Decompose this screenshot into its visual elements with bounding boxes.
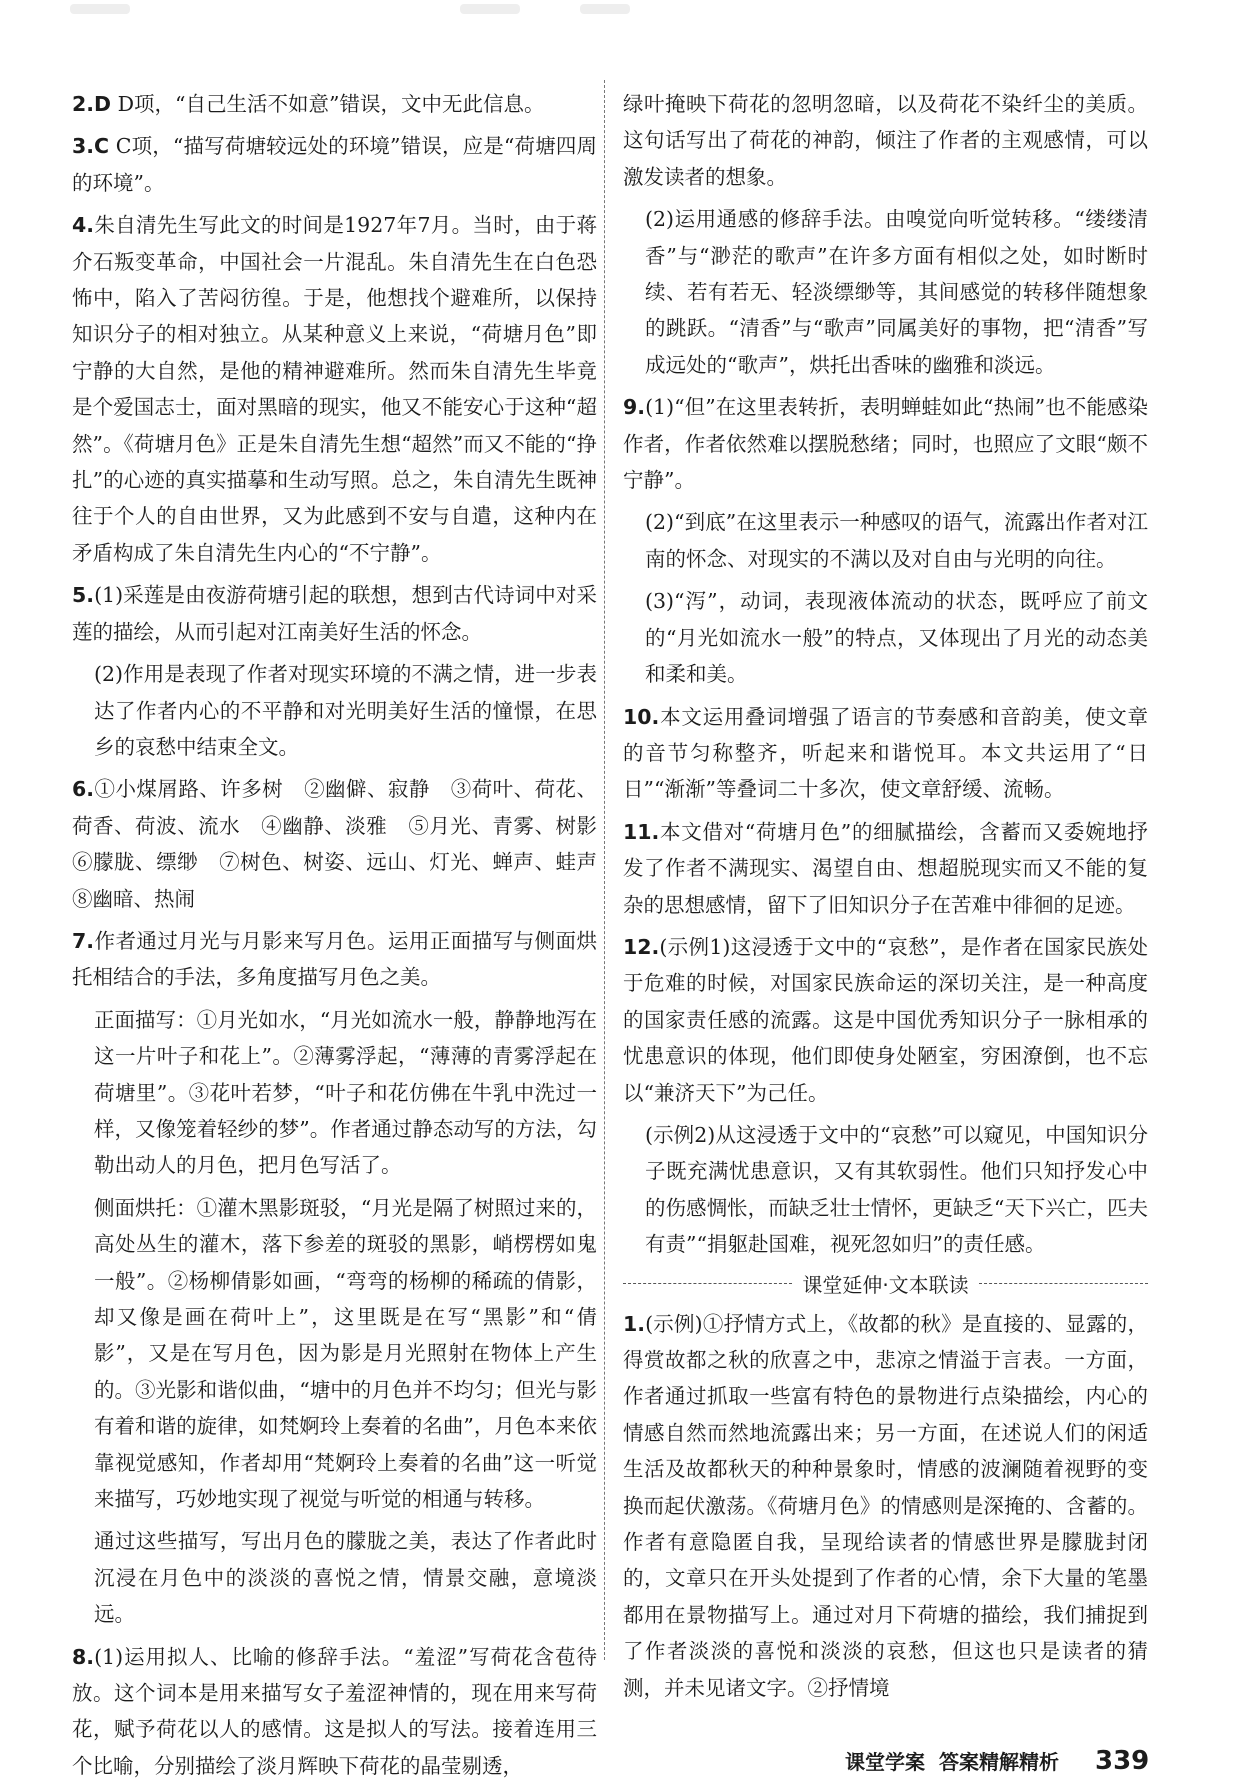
left-column bbox=[72, 86, 618, 1790]
right-column bbox=[623, 86, 1148, 1712]
answer-8-part-2: (2)运用通感的修辞手法。由嗅觉向听觉转移。“缕缕清香”与“渺茫的歌声”在许多方面有相似之处，如时断时续、若有若无、轻淡缥缈等，其间感觉的转移伴随想象的跳跃。“清香”与“歌声”同属美好的事物，把“清香”写成远处的“歌声”，烘托出香味的幽雅和淡远。 bbox=[645, 207, 1148, 377]
answer-6: 6.①小煤屑路、许多树 ②幽僻、寂静 ③荷叶、荷花、荷香、荷波、流水 ④幽静、淡雅 ⑤月光、青雾、树影 ⑥朦胧、缥缈 ⑦树色、树姿、远山、灯光、蝉声、蛙声 ⑧幽暗、热闹 bbox=[72, 777, 618, 911]
answer-12-example-2: (示例2)从这浸透于文中的“哀愁”可以窥见，中国知识分子既充满忧患意识，又有其软弱性。他们只知抒发心中的伤感惆怅，而缺乏壮士情怀，更缺乏“天下兴亡，匹夫有责”“捐躯赴国难，视死忽如归”的责任感。 bbox=[645, 1122, 1148, 1257]
extension-answer-1: 1.(示例)①抒情方式上，《故都的秋》是直接的、显露的，得赏故都之秋的欣喜之中，悲凉之情溢于言表。一方面，作者通过抓取一些富有特色的景物进行点染描绘，内心的情感自然而然地流露出来；另一方面，在述说人们的闲适生活及故都秋天的种种景象时，情感的波澜随着视野的变换而起伏激荡。《荷塘月色》的情感则是深掩的、含蓄的。作者有意隐匿自我，呈现给读者的情感世界是朦胧封闭的，文章只在开头处提到了作者的心情，余下大量的笔墨都用在景物描写上。通过对月下荷塘的描绘，我们捕捉到了作者淡淡的喜悦和淡淡的哀愁，但这也只是读者的猜测，并未见诸文字。②抒情境 bbox=[623, 1311, 1148, 1700]
section-rule-left bbox=[623, 1283, 792, 1284]
answer-9-part-3: (3)“泻”，动词，表现液体流动的状态，既呼应了前文的“月光如流水一般”的特点，又体现出了月光的动态美和柔和美。 bbox=[645, 589, 1148, 687]
answer-10: 10.本文运用叠词增强了语言的节奏感和音韵美，使文章的音节匀称整齐，听起来和谐悦耳。本文共运用了“日日”“渐渐”等叠词二十多次，使文章舒缓、流畅。 bbox=[623, 704, 1148, 802]
answer-11: 11.本文借对“荷塘月色”的细腻描绘，含蓄而又委婉地抒发了作者不满现实、渴望自由、想超脱现实而又不能的复杂的思想感情，留下了旧知识分子在苦难中徘徊的足迹。 bbox=[623, 819, 1148, 917]
page-footer bbox=[845, 1746, 1149, 1776]
book-title: 课堂学案 bbox=[845, 1750, 925, 1774]
scan-mark bbox=[70, 4, 130, 14]
answer-9-part-2: (2)“到底”在这里表示一种感叹的语气，流露出作者对江南的怀念、对现实的不满以及对自由与光明的向往。 bbox=[645, 510, 1148, 571]
section-title: 课堂延伸·文本联读 bbox=[802, 1272, 969, 1297]
answer-7-indirect: 侧面烘托：①灌木黑影斑驳，“月光是隔了树照过来的，高处丛生的灌木，落下参差的斑驳的黑影，峭楞楞如鬼一般”。②杨柳倩影如画，“弯弯的杨柳的稀疏的倩影，却又像是画在荷叶上”，这里既是在写“黑影”和“倩影”，又是在写月色，因为影是月光照射在物体上产生的。③光影和谐似曲，“塘中的月色并不均匀；但光与影有着和谐的旋律，如梵婀玲上奏着的名曲”，月色本来依靠视觉感知，作者却用“梵婀玲上奏着的名曲”这一听觉来描写，巧妙地实现了视觉与听觉的相通与转移。 bbox=[94, 1195, 597, 1512]
answer-7-summary: 通过这些描写，写出月色的朦胧之美，表达了作者此时沉浸在月色中的淡淡的喜悦之情，情景交融，意境淡远。 bbox=[94, 1529, 597, 1627]
section-rule-right bbox=[979, 1283, 1148, 1284]
answer-7-direct: 正面描写：①月光如水，“月光如流水一般，静静地泻在这一片叶子和花上”。②薄雾浮起，“薄薄的青雾浮起在荷塘里”。③花叶若梦，“叶子和花仿佛在牛乳中洗过一样，又像笼着轻纱的梦”。作者通过静态动写的方法，勾勒出动人的月色，把月色写活了。 bbox=[94, 1007, 597, 1178]
answer-7: 7.作者通过月光与月影来写月色。运用正面描写与侧面烘托相结合的手法，多角度描写月色之美。 bbox=[72, 928, 597, 990]
scan-mark bbox=[580, 4, 630, 14]
answer-5: 5.(1)采莲是由夜游荷塘引起的联想，想到古代诗词中对采莲的描绘，从而引起对江南美好生活的怀念。 bbox=[72, 583, 597, 644]
page-number: 339 bbox=[1095, 1746, 1150, 1776]
answer-5-part-2: (2)作用是表现了作者对现实环境的不满之情，进一步表达了作者内心的不平静和对光明美好生活的憧憬，在思乡的哀愁中结束全文。 bbox=[94, 662, 597, 759]
answer-8-continued: 绿叶掩映下荷花的忽明忽暗，以及荷花不染纤尘的美质。这句话写出了荷花的神韵，倾注了作者的主观感情，可以激发读者的想象。 bbox=[623, 92, 1148, 189]
book-subtitle: 答案精解精析 bbox=[939, 1750, 1059, 1774]
answer-2: 2.D D项，“自己生活不如意”错误，文中无此信息。 bbox=[72, 92, 545, 116]
answer-3: 3.C C项，“描写荷塘较远处的环境”错误，应是“荷塘四周的环境”。 bbox=[72, 134, 597, 195]
section-header bbox=[623, 1269, 1148, 1298]
answer-8: 8.(1)运用拟人、比喻的修辞手法。“羞涩”写荷花含苞待放。这个词本是用来描写女子羞涩神情的，现在用来写荷花，赋予荷花以人的感情。这是拟人的写法。接着连用三个比喻，分别描绘了淡月辉映下荷花的晶莹剔透， bbox=[72, 1644, 597, 1778]
column-divider bbox=[604, 80, 605, 1660]
answer-9: 9.(1)“但”在这里表转折，表明蝉蛙如此“热闹”也不能感染作者，作者依然难以摆脱愁绪；同时，也照应了文眼“颇不宁静”。 bbox=[623, 395, 1148, 493]
answer-12: 12.(示例1)这浸透于文中的“哀愁”，是作者在国家民族处于危难的时候，对国家民族命运的深切关注，是一种高度的国家责任感的流露。这是中国优秀知识分子一脉相承的忧患意识的体现，他们即使身处陋室，穷困潦倒，也不忘以“兼济天下”为己任。 bbox=[623, 934, 1148, 1105]
scan-mark bbox=[460, 4, 520, 14]
answer-4: 4.朱自清先生写此文的时间是1927年7月。当时，由于蒋介石叛变革命，中国社会一片混乱。朱自清先生在白色恐怖中，陷入了苦闷彷徨。于是，他想找个避难所，以保持知识分子的相对独立。从某种意义上来说，“荷塘月色”即宁静的大自然，是他的精神避难所。然而朱自清先生毕竟是个爱国志士，面对黑暗的现实，他又不能安心于这种“超然”。《荷塘月色》正是朱自清先生想“超然”而又不能的“挣扎”的心迹的真实描摹和生动写照。总之，朱自清先生既神往于个人的自由世界，又为此感到不安与自遣，这种内在矛盾构成了朱自清先生内心的“不宁静”。 bbox=[72, 213, 597, 565]
